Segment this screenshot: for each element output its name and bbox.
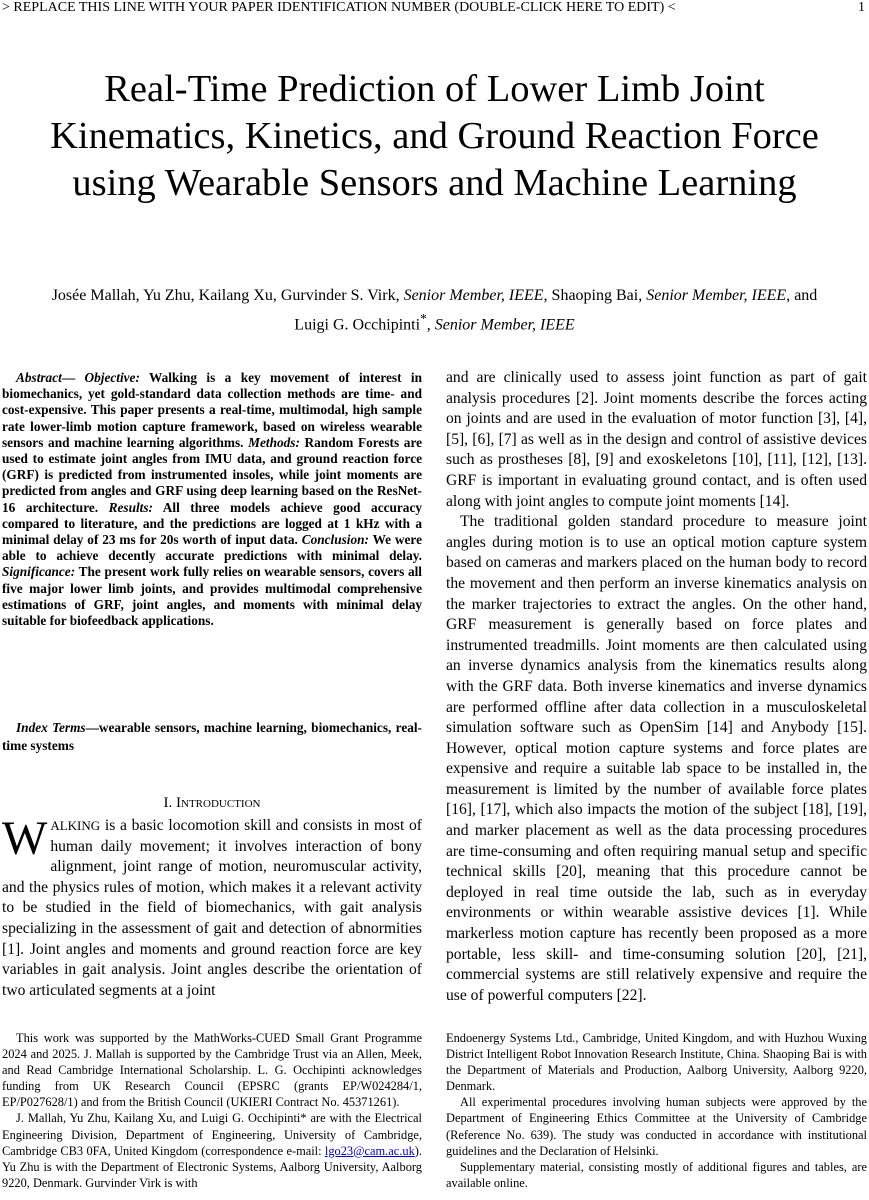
authors-text: Josée Mallah, Yu Zhu, Kailang Xu, Gurvinder S. Virk, [51, 287, 404, 304]
paragraph: and are clinically used to assess joint function as part of gait analysis procedures [2]. Joint moments describe the forces acting on joints and are used in the evaluation of motor function [3], [4], [5], [6], [7] as well as in the design and control of assistive devices such as prostheses [8], [9] and exoskeletons [10], [11], [12], [13]. GRF is important in evaluating ground contact, and is often used along with joint angles to compute joint moments [14]. [446, 369, 867, 510]
affiliation-footnote [2, 1110, 422, 1190]
paper-title: Real-Time Prediction of Lower Limb Joint Kinematics, Kinetics, and Ground Reaction Force using Wearable Sensors and Machine Learning [50, 68, 819, 204]
section-heading: I. Introduction [163, 795, 261, 811]
footnotes-right [446, 1030, 867, 1191]
footnotes-left [2, 1030, 422, 1191]
index-terms-label: Index Terms [16, 720, 86, 735]
objective-label: Objective: [84, 370, 140, 385]
intro-paragraph [2, 812, 422, 1001]
authors-text: and Luigi G. Occhipinti [294, 287, 818, 334]
supplementary-footnote: Supplementary material, consisting mostly of additional figures and tables, are available online. [446, 1159, 867, 1190]
methods-label: Methods: [248, 434, 300, 450]
author-role: , Senior Member, IEEE [426, 316, 575, 334]
funding-footnote: This work was supported by the MathWorks-CUED Small Grant Programme 2024 and 2025. J. Mallah is supported by the Cambridge Trust via an Allen, Meek, and Read Cambridge International Scholarship. L. G. Occhipinti acknowledges funding from UK Research Council (EPSRC (grants EP/W024284/1, EP/P027628/1) and from the British Council (UKIERI Contract No. 45371261). [2, 1031, 422, 1110]
results-label: Results: [108, 499, 153, 515]
authors-text: Shaoping Bai, [547, 287, 647, 304]
objective-text: Walking is a key movement of interest in biomechanics, yet gold-standard data collection methods are time- and cost-expensive. This paper presents a real-time, multimodal, high sample rate lower-limb motion capture framework, based on wireless wearable sensors and machine learning algorithms. [2, 370, 423, 450]
significance-label: Significance: [2, 564, 76, 580]
affiliation-text: ). Yu Zhu is with the Department of Electronic Systems, Aalborg University, Aalborg 9220, Denmark. Gurvinder Virk is with [2, 1143, 422, 1190]
index-terms [2, 719, 422, 755]
drop-cap: W [2, 812, 48, 865]
ethics-footnote: All experimental procedures involving human subjects were approved by the Department of Engineering Ethics Committee at the University of Cambridge (Reference No. 639). The study was conducted in accordance with institutional guidelines and the Declaration of Helsinki. [446, 1095, 867, 1158]
author-list [40, 284, 829, 336]
author-role: Senior Member, IEEE, [403, 287, 548, 304]
intro-text: is a basic locomotion skill and consists in most of human daily movement; it involves interaction of bony alignment, joint range of motion, neuromuscular activity, and the physics rules of motion, which makes it a relevant activity to be studied in the field of biomechanics, with gait analysis specializing in the assessment of gait and detection of abnormities [1]. Joint angles and moments and ground reaction force are key variables in gait analysis. Joint angles describe the orientation of two articulated segments at a joint [2, 817, 422, 999]
conclusion-label: Conclusion: [301, 532, 369, 548]
header-text: > REPLACE THIS LINE WITH YOUR PAPER IDENTIFICATION NUMBER (DOUBLE-CLICK HERE TO EDIT) < [2, 0, 676, 15]
abstract-label: Abstract [16, 370, 62, 385]
page-number: 1 [858, 0, 865, 15]
affiliation-text: J. Mallah, Yu Zhu, Kailang Xu, and Luigi G. Occhipinti* are with the Electrical Engineering Division, Department of Engineering, University of Cambridge, Cambridge CB3 0FA, United Kingdom (correspondence e-mail: [2, 1111, 422, 1158]
author-role: Senior Member, IEEE, [646, 287, 791, 304]
significance-text: The present work fully relies on wearable sensors, covers all five major lower limb joints, and provides multimodal comprehensive estimations of GRF, joint angles, and moments with minimal delay suitable for biofeedback applications. [2, 564, 422, 629]
corresponding-mark: * [420, 311, 427, 326]
paragraph: The traditional golden standard procedure to measure joint angles during motion is to use an optical motion capture system based on cameras and markers placed on the human body to record the movement and then perform an inverse kinematics analysis on the marker trajectories to extract the angles. On the other hand, GRF measurement is generally based on force plates and instrumented treadmills. Joint moments are then calculated using an inverse dynamics analysis from the kinematics results along with the GRF data. Both inverse kinematics and inverse dynamics are performed offline after data collection in a musculoskeletal simulation software such as OpenSim [14] and Anybody [15]. However, optical motion capture systems and force plates are expensive and require a suitable lab space to be installed in, the measurement is limited by the number of available force plates [16], [17], which also impacts the motion of the subject [18], [19], and marker placement as well as the data processing procedures are time-consuming and often requiring manual setup and specific technical skills [20], meaning that this procedure cannot be deployed in real time outside the lab, such as in everyday environments or within wearable assistive devices [1]. While markerless motion capture has recently been proposed as a more portable, less skill- and time-consuming solution [20], [21], commercial systems are still relatively expensive and require the use of powerful computers [22]. [446, 513, 867, 1004]
results-text: All three models achieve good accuracy compared to literature, and the predictions are logged at 1 kHz with a minimal delay of 23 ms for 20s worth of input data. [2, 499, 422, 548]
conclusion-text: We were able to achieve decently accurate predictions with minimal delay. [2, 532, 422, 564]
email-link[interactable]: lgo23@cam.ac.uk [324, 1143, 415, 1158]
methods-text: Random Forests are used to estimate joint angles from IMU data, and ground reaction force (GRF) is predicted from instrumented insoles, while joint moments are predicted from angles and GRF using deep learning based on the ResNet-16 architecture. [2, 434, 423, 515]
affiliation-footnote-cont: Endoenergy Systems Ltd., Cambridge, United Kingdom, and with Huzhou Wuxing District Intelligent Robot Innovation Research Institute, China. Shaoping Bai is with the Department of Materials and Production, Aalborg University, Aalborg 9220, Denmark. [446, 1031, 867, 1094]
abstract [2, 370, 422, 629]
index-terms-text: —wearable sensors, machine learning, biomechanics, real-time systems [2, 720, 422, 753]
running-header [2, 0, 865, 16]
right-column [446, 368, 867, 1006]
intro-smallcaps: ALKING [50, 818, 101, 833]
dash: — [61, 370, 85, 385]
